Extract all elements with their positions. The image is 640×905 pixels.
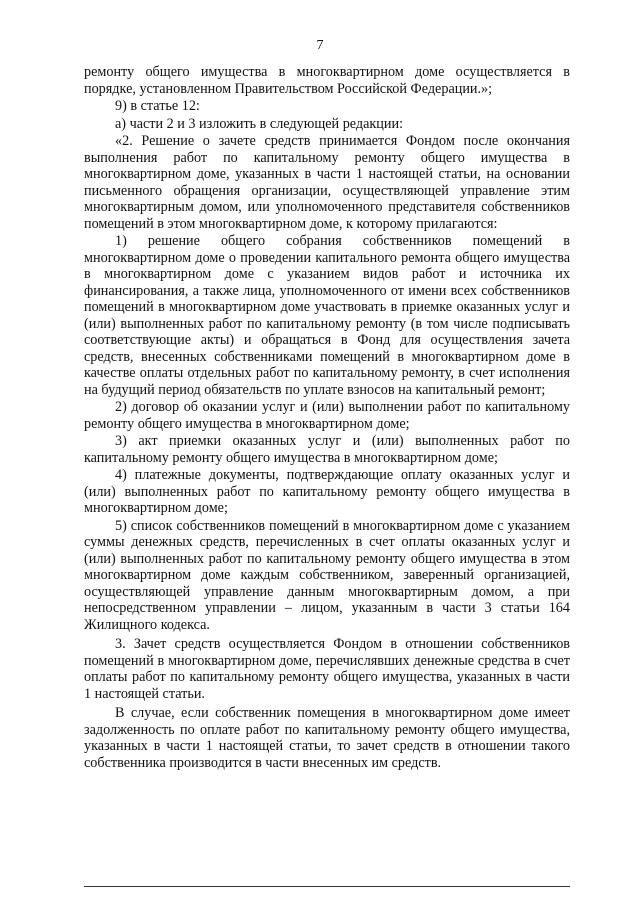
footer-divider <box>84 886 570 887</box>
paragraph-debt-case: В случае, если собственник помещения в многоквартирном доме имеет задолженность по оплате работ по капитальному ремонту общего имущества, указанных в части 1 настоящей статьи, то зачет средств в отношении такого собственника производится в части внесенных им средств. <box>84 705 570 771</box>
paragraph-item-9: 9) в статье 12: <box>115 98 200 114</box>
document-body <box>84 64 570 771</box>
paragraph-continuation: ремонту общего имущества в многоквартирном доме осуществляется в порядке, установленном Правительством Российской Федерации.»; <box>84 64 570 97</box>
paragraph-list-item-4: 4) платежные документы, подтверждающие оплату оказанных услуг и (или) выполненных работ по капитальному ремонту общего имущества в многоквартирном доме; <box>84 467 570 516</box>
page-number: 7 <box>316 38 324 53</box>
paragraph-part-3: 3. Зачет средств осуществляется Фондом в отношении собственников помещений в многоквартирном доме, перечислявших денежные средства в счет оплаты работ по капитальному ремонту общего имущества, указанных в части 1 настоящей статьи. <box>84 636 570 702</box>
paragraph-part-2: «2. Решение о зачете средств принимается Фондом после окончания выполнения работ по капитальному ремонту общего имущества в многоквартирном доме, указанных в части 1 настоящей статьи, на основании письменного обращения организации, осуществляющей управление этим многоквартирным домом, или уполномоченного представителя собственников помещений в этом многоквартирном доме, к которому прилагаются: <box>84 133 570 232</box>
paragraph-list-item-3: 3) акт приемки оказанных услуг и (или) выполненных работ по капитальному ремонту общего имущества в многоквартирном доме; <box>84 433 570 466</box>
paragraph-subitem-a: а) части 2 и 3 изложить в следующей редакции: <box>115 115 404 132</box>
paragraph-list-item-5: 5) список собственников помещений в многоквартирном доме с указанием суммы денежных средств, перечисленных в счет оплаты оказанных услуг и (или) выполненных работ по капитальному ремонту общего имущества в этом многоквартирном доме каждым собственником, заверенный организацией, осуществляющей управление данным многоквартирным домом, а при непосредственном управлении – лицом, указанным в части 3 статьи 164 Жилищного кодекса. <box>84 517 570 633</box>
paragraph-list-item-1: 1) решение общего собрания собственников помещений в многоквартирном доме о проведении капитального ремонта общего имущества в многоквартирном доме с указанием видов работ и источника их финансирования, а также лица, уполномоченного от имени всех собственников помещений в многоквартирном доме участвовать в приемке оказанных услуг и (или) выполненных работ по капитальному ремонту (в том числе подписывать соответствующие акты) и обращаться в Фонд для осуществления зачета средств, внесенных собственниками помещений в многоквартирном доме в качестве оплаты отдельных работ по капитальному ремонту, в счет исполнения на будущий период обязательств по уплате взносов на капитальный ремонт; <box>84 233 570 398</box>
paragraph-list-item-2: 2) договор об оказании услуг и (или) выполнении работ по капитальному ремонту общего имущества в многоквартирном доме; <box>84 399 570 432</box>
